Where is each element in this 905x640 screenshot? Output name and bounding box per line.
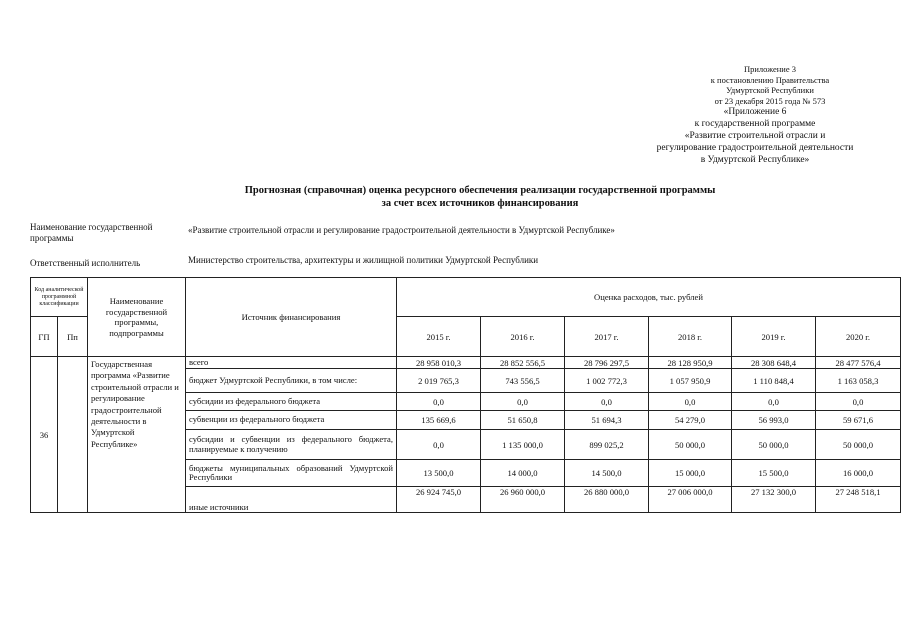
value-cell: 1 135 000,0 bbox=[481, 430, 565, 460]
value-cell: 28 128 950,9 bbox=[649, 357, 732, 369]
value-cell: 50 000,0 bbox=[816, 430, 901, 460]
title-line-1: Прогнозная (справочная) оценка ресурсного обеспечения реализации государственной программы bbox=[244, 185, 716, 196]
value-cell: 27 132 300,0 bbox=[732, 487, 816, 513]
value-cell: 1 002 772,3 bbox=[565, 369, 649, 393]
value-cell: 0,0 bbox=[732, 393, 816, 411]
value-cell: 26 880 000,0 bbox=[565, 487, 649, 513]
appendix-line: Приложение 3 bbox=[744, 64, 796, 74]
value-cell: 27 248 518,1 bbox=[816, 487, 901, 513]
value-cell: 13 500,0 bbox=[397, 460, 481, 487]
value-cell: 0,0 bbox=[649, 393, 732, 411]
value-cell: 2 019 765,3 bbox=[397, 369, 481, 393]
value-cell: 1 057 950,9 bbox=[649, 369, 732, 393]
appendix-line: к государственной программе bbox=[694, 119, 816, 129]
appendix-line: «Приложение 6 bbox=[723, 107, 787, 117]
gp-code-cell: 36 bbox=[31, 357, 58, 513]
pp-code-cell bbox=[58, 357, 88, 513]
appendix-line: Удмуртской Республики bbox=[726, 85, 814, 95]
document-title bbox=[140, 185, 820, 210]
value-cell: 0,0 bbox=[565, 393, 649, 411]
source-cell: субвенции из федерального бюджета bbox=[186, 411, 397, 430]
header-name: Наименование государственной программы, подпрограммы bbox=[88, 278, 186, 357]
year-2015: 2015 г. bbox=[397, 317, 481, 357]
source-cell: бюджеты муниципальных образований Удмуртской Республики bbox=[186, 460, 397, 487]
value-cell: 14 500,0 bbox=[565, 460, 649, 487]
value-cell: 26 960 000,0 bbox=[481, 487, 565, 513]
value-cell: 1 110 848,4 bbox=[732, 369, 816, 393]
header-estimate: Оценка расходов, тыс. рублей bbox=[397, 278, 901, 317]
appendix-line: регулирование градостроительной деятельности bbox=[656, 143, 854, 153]
value-cell: 28 308 648,4 bbox=[732, 357, 816, 369]
appendix-6-block bbox=[620, 106, 890, 166]
header-source: Источник финансирования bbox=[186, 278, 397, 357]
value-cell: 56 993,0 bbox=[732, 411, 816, 430]
value-cell: 51 694,3 bbox=[565, 411, 649, 430]
table-row bbox=[31, 357, 901, 369]
source-cell: бюджет Удмуртской Республики, в том числе: bbox=[186, 369, 397, 393]
header-pp: Пп bbox=[58, 317, 88, 357]
value-cell: 16 000,0 bbox=[816, 460, 901, 487]
value-cell: 50 000,0 bbox=[732, 430, 816, 460]
year-2017: 2017 г. bbox=[565, 317, 649, 357]
source-cell: субсидии из федерального бюджета bbox=[186, 393, 397, 411]
value-cell: 15 000,0 bbox=[649, 460, 732, 487]
value-cell: 28 477 576,4 bbox=[816, 357, 901, 369]
year-2020: 2020 г. bbox=[816, 317, 901, 357]
value-cell: 27 006 000,0 bbox=[649, 487, 732, 513]
source-cell: иные источники bbox=[186, 487, 397, 513]
value-cell: 28 796 297,5 bbox=[565, 357, 649, 369]
program-cell: Государственная программа «Развитие строительной отрасли и регулирование градостроительной деятельности в Удмуртской Республике» bbox=[88, 357, 186, 513]
value-cell: 1 163 058,3 bbox=[816, 369, 901, 393]
year-2018: 2018 г. bbox=[649, 317, 732, 357]
source-cell: субсидии и субвенции из федерального бюджета, планируемые к получению bbox=[186, 430, 397, 460]
header-code: Код аналитической программной классификации bbox=[31, 278, 88, 317]
source-cell: всего bbox=[186, 357, 397, 369]
value-cell: 0,0 bbox=[481, 393, 565, 411]
year-2016: 2016 г. bbox=[481, 317, 565, 357]
appendix-line: «Развитие строительной отрасли и bbox=[684, 131, 826, 141]
value-cell: 28 958 010,3 bbox=[397, 357, 481, 369]
header-gp: ГП bbox=[31, 317, 58, 357]
value-cell: 14 000,0 bbox=[481, 460, 565, 487]
value-cell: 899 025,2 bbox=[565, 430, 649, 460]
value-cell: 59 671,6 bbox=[816, 411, 901, 430]
value-cell: 0,0 bbox=[397, 430, 481, 460]
value-cell: 26 924 745,0 bbox=[397, 487, 481, 513]
resource-table bbox=[30, 277, 901, 513]
appendix-line: в Удмуртской Республике» bbox=[700, 155, 810, 165]
program-name-label: Наименование государственной программы bbox=[30, 222, 153, 243]
value-cell: 743 556,5 bbox=[481, 369, 565, 393]
value-cell: 28 852 556,5 bbox=[481, 357, 565, 369]
appendix-3-block bbox=[690, 64, 850, 106]
executor-value: Министерство строительства, архитектуры и жилищной политики Удмуртской Республики bbox=[188, 255, 539, 265]
value-cell: 0,0 bbox=[397, 393, 481, 411]
value-cell: 51 650,8 bbox=[481, 411, 565, 430]
value-cell: 54 279,0 bbox=[649, 411, 732, 430]
value-cell: 135 669,6 bbox=[397, 411, 481, 430]
year-2019: 2019 г. bbox=[732, 317, 816, 357]
program-name-value: «Развитие строительной отрасли и регулирование градостроительной деятельности в Удмуртской Республике» bbox=[188, 225, 615, 235]
title-line-2: за счет всех источников финансирования bbox=[381, 197, 579, 209]
value-cell: 0,0 bbox=[816, 393, 901, 411]
executor-label: Ответственный исполнитель bbox=[30, 258, 141, 268]
appendix-line: от 23 декабря 2015 года № 573 bbox=[714, 95, 826, 106]
appendix-line: к постановлению Правительства bbox=[710, 74, 830, 85]
value-cell: 50 000,0 bbox=[649, 430, 732, 460]
value-cell: 15 500,0 bbox=[732, 460, 816, 487]
